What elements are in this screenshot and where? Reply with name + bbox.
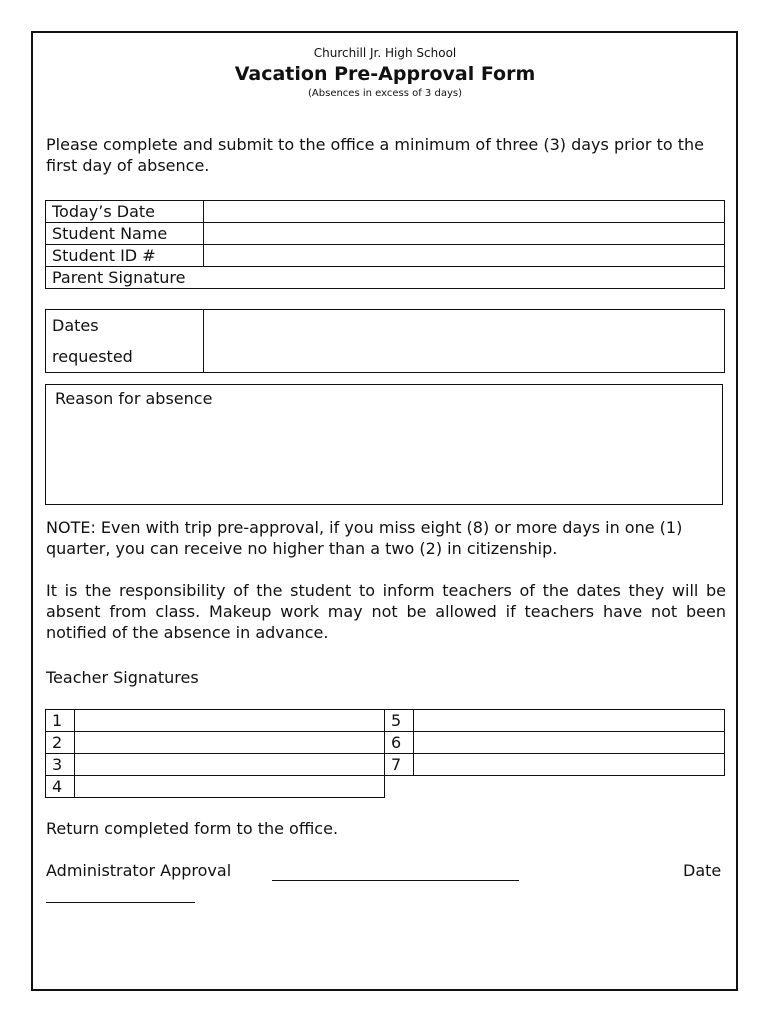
student-name-field[interactable]	[204, 223, 725, 245]
table-row	[46, 267, 725, 289]
reason-label: Reason for absence	[55, 389, 213, 408]
teacher-signature-field[interactable]	[75, 776, 385, 798]
teacher-number: 4	[46, 776, 75, 798]
form-subtitle: (Absences in excess of 3 days)	[308, 88, 462, 99]
dates-requested-label	[46, 310, 204, 373]
teacher-number: 2	[46, 732, 75, 754]
todays-date-label: Today’s Date	[46, 201, 204, 223]
table-row	[46, 732, 385, 754]
student-id-label: Student ID #	[46, 245, 204, 267]
table-row	[46, 754, 385, 776]
school-name: Churchill Jr. High School	[313, 46, 457, 60]
teacher-signatures-left	[45, 709, 385, 798]
form-title: Vacation Pre-Approval Form	[234, 63, 536, 85]
intro-text: Please complete and submit to the office a minimum of three (3) days prior to the first day of absence.	[46, 135, 704, 175]
student-id-field[interactable]	[204, 245, 725, 267]
todays-date-field[interactable]	[204, 201, 725, 223]
responsibility-text: It is the responsibility of the student to inform teachers of the dates they will be absent from class. Makeup work may not be allowed if teachers have not been notified of the absence in advance.	[46, 581, 726, 642]
table-row	[385, 754, 725, 776]
teacher-signatures-right	[384, 709, 725, 776]
table-row	[385, 732, 725, 754]
teacher-signature-field[interactable]	[414, 732, 725, 754]
note-text: NOTE: Even with trip pre-approval, if you miss eight (8) or more days in one (1) quarter, you can receive no higher than a two (2) in citizenship.	[46, 518, 683, 558]
teacher-number: 1	[46, 710, 75, 732]
dates-label-line2: requested	[52, 347, 133, 366]
return-text: Return completed form to the office.	[46, 819, 339, 838]
dates-requested-field[interactable]	[204, 310, 725, 373]
dates-requested-table	[45, 309, 725, 373]
table-row	[46, 245, 725, 267]
admin-approval-line[interactable]	[272, 862, 519, 881]
admin-approval-label: Administrator Approval	[46, 861, 232, 880]
table-row	[46, 201, 725, 223]
student-name-label: Student Name	[46, 223, 204, 245]
parent-signature-label: Parent Signature	[52, 268, 186, 287]
table-row	[46, 310, 725, 373]
reason-box[interactable]	[45, 384, 723, 505]
teacher-signature-field[interactable]	[75, 710, 385, 732]
teacher-number: 6	[385, 732, 414, 754]
student-info-table	[45, 200, 725, 289]
teacher-signature-field[interactable]	[75, 732, 385, 754]
teacher-number: 5	[385, 710, 414, 732]
teacher-number: 3	[46, 754, 75, 776]
table-row	[46, 776, 385, 798]
parent-signature-field[interactable]	[46, 267, 725, 289]
teacher-signature-field[interactable]	[75, 754, 385, 776]
teacher-signature-field[interactable]	[414, 710, 725, 732]
table-row	[46, 223, 725, 245]
teacher-signatures-label: Teacher Signatures	[46, 668, 199, 687]
table-row	[385, 710, 725, 732]
table-row	[46, 710, 385, 732]
admin-date-line[interactable]	[46, 885, 195, 903]
teacher-number: 7	[385, 754, 414, 776]
teacher-signature-field[interactable]	[414, 754, 725, 776]
dates-label-line1: Dates	[52, 316, 99, 335]
admin-date-label: Date	[683, 861, 722, 880]
